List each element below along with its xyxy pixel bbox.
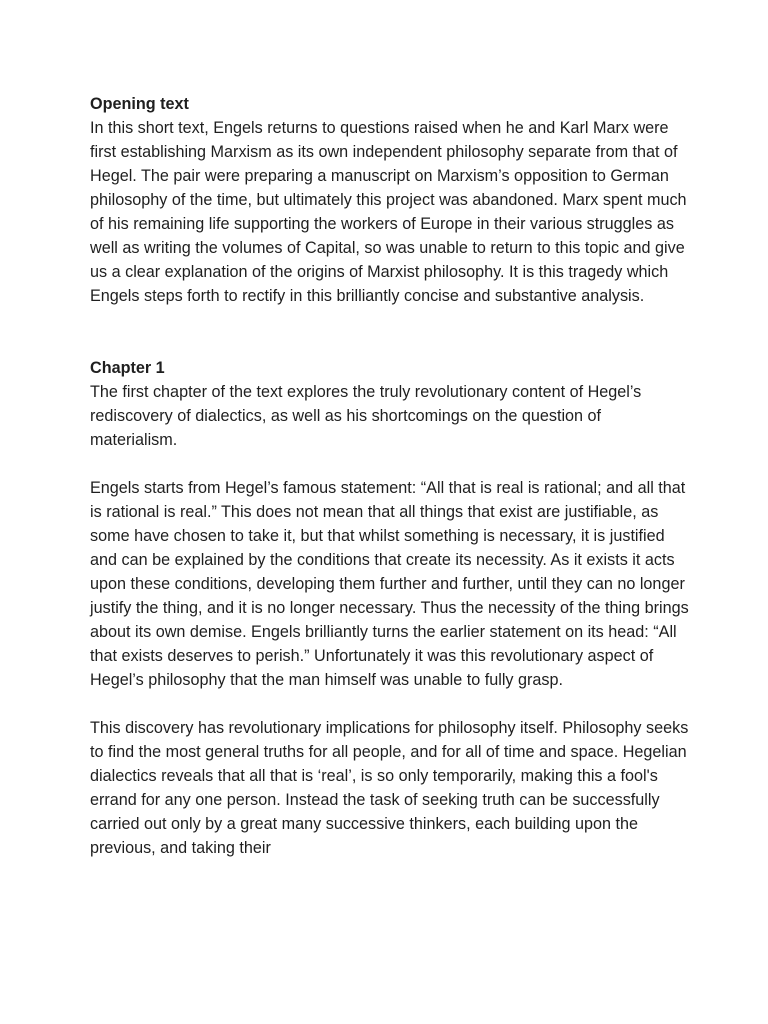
paragraph: This discovery has revolutionary implications for philosophy itself. Philosophy seeks to find the most general truths for all people, and for all of time and space. Hegelian dialectics reveals that all that is ‘real’, is so only temporarily, making this a fool's errand for any one person. Instead the task of seeking truth can be successfully carried out only by a great many successive thinkers, each building upon the previous, and taking their bbox=[90, 719, 689, 857]
paragraph: The first chapter of the text explores the truly revolutionary content of Hegel’s rediscovery of dialectics, as well as his shortcomings on the question of materialism. bbox=[90, 383, 642, 449]
section-heading: Opening text bbox=[90, 95, 189, 113]
paragraph-spacer bbox=[90, 692, 690, 716]
section-heading: Chapter 1 bbox=[90, 359, 165, 377]
paragraph: Engels starts from Hegel’s famous statement: “All that is real is rational; and all that is rational is real.” This does not mean that all things that exist are justifiable, as some have chosen to take it, but that whilst something is necessary, it is justified and can be explained by the conditions that create its necessity. As it exists it acts upon these conditions, developing them further and further, until they can no longer justify the thing, and it is no longer necessary. Thus the necessity of the thing brings about its own demise. Engels brilliantly turns the earlier statement on its head: “All that exists deserves to perish.” Unfortunately it was this revolutionary aspect of Hegel’s philosophy that the man himself was unable to fully grasp. bbox=[90, 479, 689, 689]
section-spacer bbox=[90, 308, 690, 356]
paragraph-spacer bbox=[90, 452, 690, 476]
paragraph: In this short text, Engels returns to questions raised when he and Karl Marx were first establishing Marxism as its own independent philosophy separate from that of Hegel. The pair were preparing a manuscript on Marxism’s opposition to German philosophy of the time, but ultimately this project was abandoned. Marx spent much of his remaining life supporting the workers of Europe in their various struggles as well as writing the volumes of Capital, so was unable to return to this topic and give us a clear explanation of the origins of Marxist philosophy. It is this tragedy which Engels steps forth to rectify in this brilliantly concise and substantive analysis. bbox=[90, 119, 687, 305]
section-chapter-1 bbox=[90, 356, 690, 860]
document-page bbox=[90, 92, 690, 860]
section-opening-text bbox=[90, 92, 690, 308]
